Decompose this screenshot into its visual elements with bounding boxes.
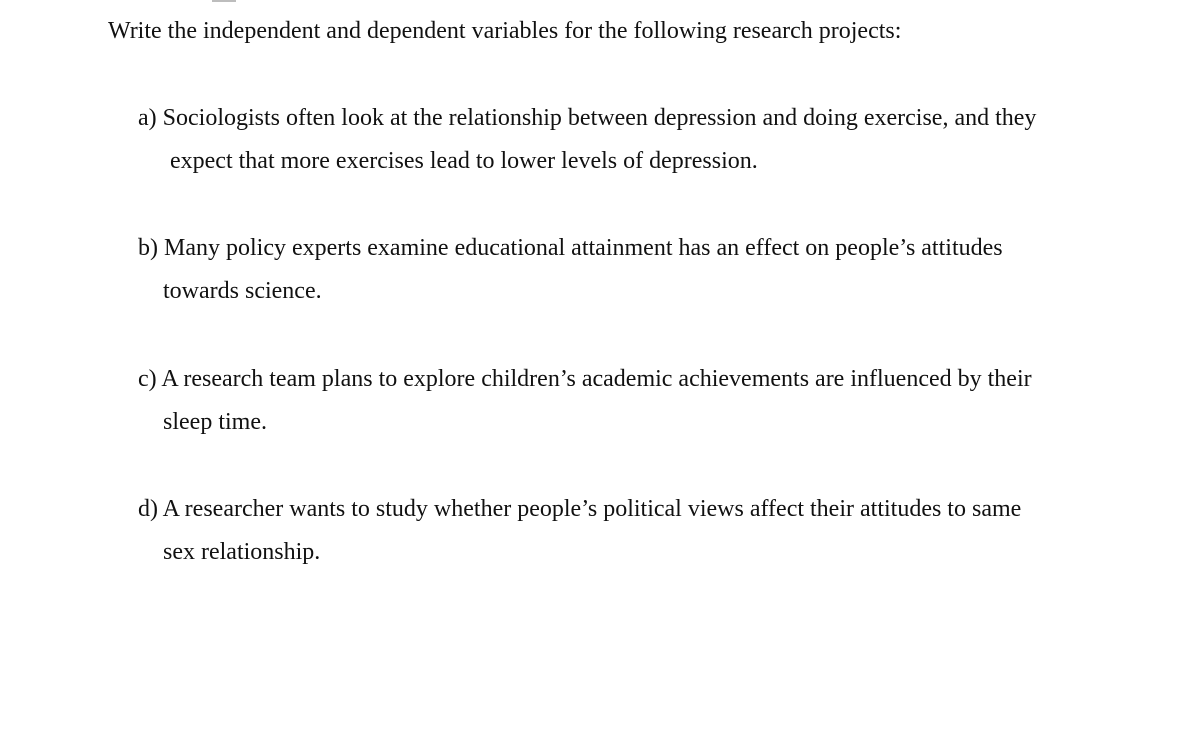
question-c-line-1: c) A research team plans to explore children’s academic achievements are influenced by their [138,366,1032,392]
question-d-line-2: sex relationship. [163,539,321,565]
question-a [138,101,1128,187]
question-d-line-1: d) A researcher wants to study whether people’s political views affect their attitudes to same [138,496,1022,522]
question-a-line-1: a) Sociologists often look at the relationship between depression and doing exercise, and they [138,105,1037,131]
question-d [138,492,1128,578]
question-b-line-1: b) Many policy experts examine educational attainment has an effect on people’s attitudes [138,235,1003,261]
instruction-text: Write the independent and dependent variables for the following research projects: [108,18,902,44]
page-top-mark [212,0,236,2]
question-a-line-2: expect that more exercises lead to lower levels of depression. [170,148,758,174]
question-b-line-2: towards science. [163,278,322,304]
question-c-line-2: sleep time. [163,409,267,435]
question-b [138,231,1128,317]
question-c [138,362,1128,448]
